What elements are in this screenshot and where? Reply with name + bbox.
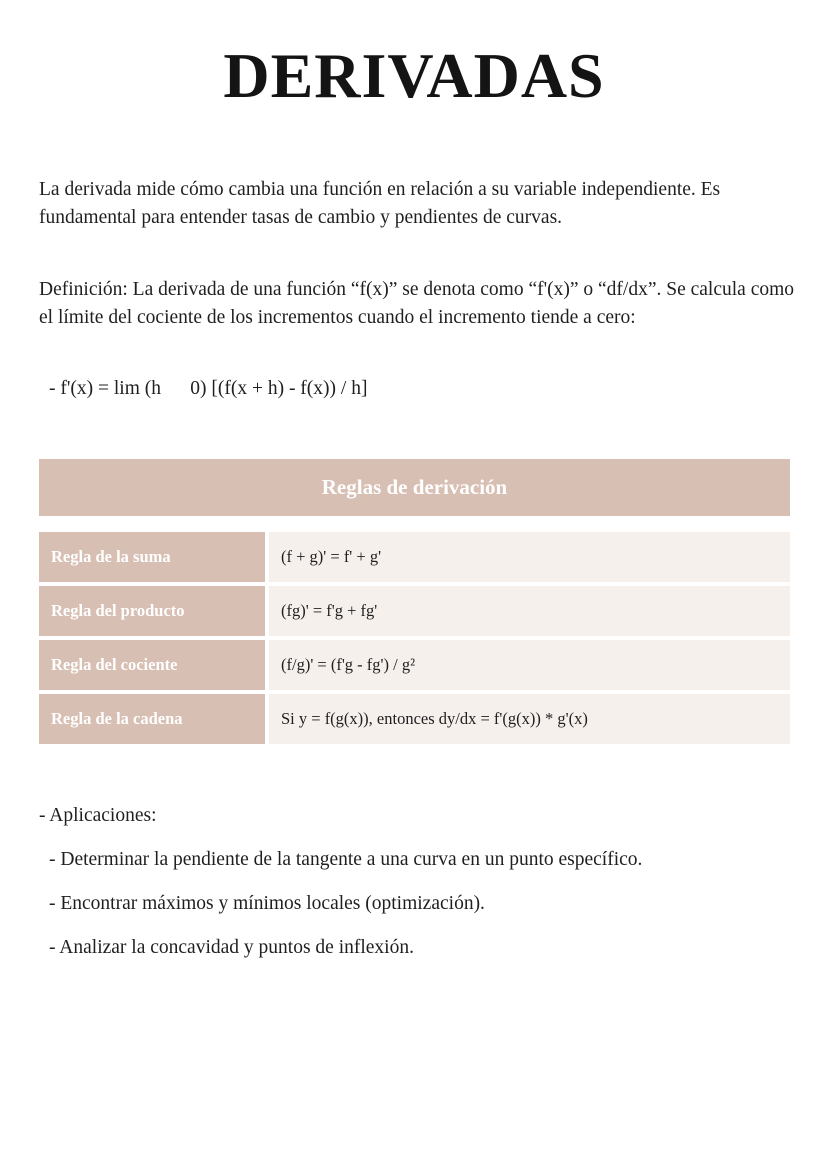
rule-formula: (fg)' = f'g + fg'	[269, 586, 790, 636]
applications-title: - Aplicaciones:	[39, 805, 157, 826]
rule-row-quotient	[39, 640, 790, 690]
rule-name: Regla del cociente	[39, 640, 265, 690]
rule-row-sum	[39, 532, 790, 582]
rule-row-chain	[39, 694, 790, 744]
rules-table-header: Reglas de derivación	[39, 459, 790, 516]
list-item: - Encontrar máximos y mínimos locales (optimización).	[49, 893, 485, 914]
page-title: DERIVADAS	[223, 40, 605, 111]
rule-name: Regla de la suma	[39, 532, 265, 582]
rule-row-product	[39, 586, 790, 636]
list-item: - Analizar la concavidad y puntos de inflexión.	[49, 937, 414, 958]
derivative-formula: - f'(x) = lim (h 0) [(f(x + h) - f(x)) / h]	[49, 378, 368, 399]
list-item: - Determinar la pendiente de la tangente a una curva en un punto específico.	[49, 849, 643, 870]
rule-formula: Si y = f(g(x)), entonces dy/dx = f'(g(x)) * g'(x)	[269, 694, 790, 744]
intro-paragraph: La derivada mide cómo cambia una función en relación a su variable independiente. Es fundamental para entender tasas de cambio y pendientes de curvas.	[39, 179, 721, 228]
rule-name: Regla del producto	[39, 586, 265, 636]
rules-table-body	[39, 532, 790, 744]
rule-formula: (f/g)' = (f'g - fg') / g²	[269, 640, 790, 690]
applications-list	[39, 846, 799, 961]
definition-paragraph: Definición: La derivada de una función “f(x)” se denota como “f'(x)” o “df/dx”. Se calcula como el límite del cociente de los incrementos cuando el incremento tiende a cero:	[39, 279, 795, 328]
rule-formula: (f + g)' = f' + g'	[269, 532, 790, 582]
rule-name: Regla de la cadena	[39, 694, 265, 744]
rules-table	[39, 459, 790, 748]
applications-section	[39, 802, 799, 961]
